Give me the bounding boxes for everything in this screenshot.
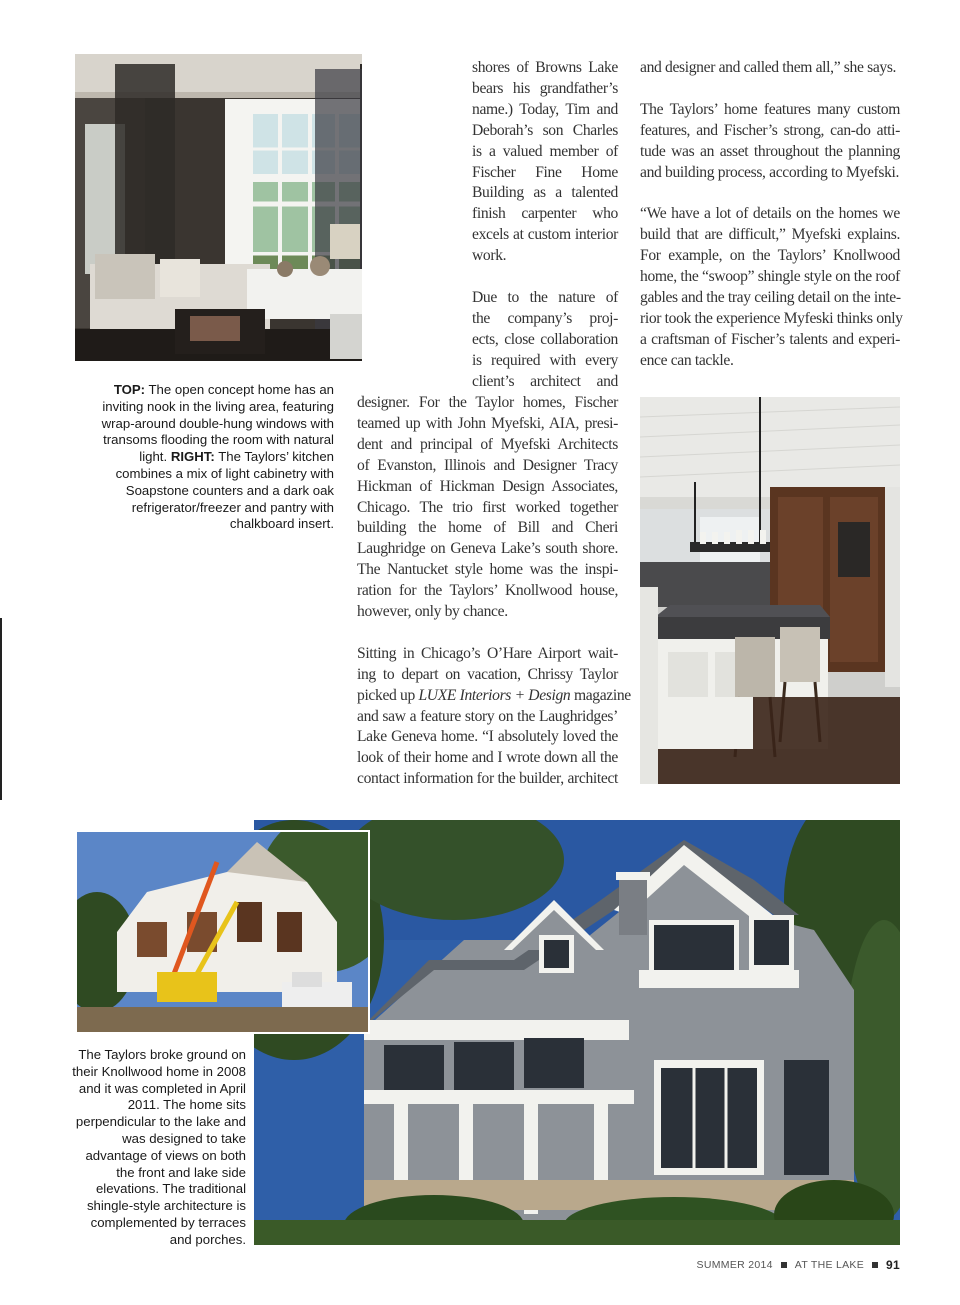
kitchen-photo — [640, 397, 900, 784]
footer-season: SUMMER 2014 — [696, 1259, 773, 1271]
text-fragment: magazine — [570, 686, 631, 704]
caption-text-right: The Taylors’ kitchen combines a mix of light cabinetry with Soapstone counters and a dark oak refrigerator/freezer and pantry with chalkboard insert. — [115, 449, 334, 532]
text-line: and designer and called them all,” she says. — [640, 59, 897, 76]
text-line: The Nantucket style home was the inspi- — [357, 561, 618, 579]
square-bullet-icon — [781, 1262, 787, 1268]
page-footer — [697, 1258, 900, 1272]
text-line: ing to depart on vacation, Chrissy Taylor — [357, 665, 618, 683]
text-line: Deborah’s son Charles — [472, 121, 618, 139]
text-line: teamed up with John Myefski, AIA, presi- — [357, 414, 618, 432]
exterior-photo-caption: The Taylors broke ground on their Knollwood home in 2008 and it was completed in April 2011. The home sits perpendicular to the lake and was designed to take advantage of views on both the front and lake side elevations. The traditional shingle-style architecture is complemented by terraces and porches. — [72, 1047, 246, 1247]
text-line: Hickman of Hickman Design Associates, — [357, 477, 618, 495]
text-line: designer. For the Taylor homes, Fischer — [357, 394, 618, 411]
text-line: finish carpenter who — [472, 205, 618, 223]
middle-column-wide — [357, 393, 631, 790]
caption-text-top: The open concept home has an inviting nook in the living area, featuring wrap-around double-hung windows with transoms flooding the room with natural light. — [101, 382, 334, 465]
text-line: look of their home and I wrote down all the — [357, 749, 618, 767]
text-line: Sitting in Chicago’s O’Hare Airport wait- — [357, 644, 618, 662]
text-line: build that are difficult,” Myefski explains. — [640, 226, 900, 244]
text-line: “We have a lot of details on the homes we — [640, 205, 900, 223]
text-line: bears his grandfather’s — [472, 79, 618, 97]
top-right-photo-caption — [80, 382, 334, 533]
construction-photo — [75, 830, 370, 1034]
paragraph-details-quote — [640, 204, 903, 371]
magazine-title: LUXE Interiors + Design — [418, 686, 571, 704]
text-line: For example, on the Taylors’ Knollwood — [640, 247, 900, 265]
text-line: the company’s proj- — [472, 309, 618, 327]
text-fragment: picked up — [357, 686, 419, 704]
text-line: ects, close collaboration — [472, 330, 618, 348]
text-line: Fischer Fine Home — [472, 163, 618, 181]
paragraph-collaboration — [472, 288, 618, 393]
text-line: dent and principal of Myefski Architects — [357, 435, 618, 453]
text-line: a craftsman of Fischer’s talents and experi- — [640, 330, 900, 348]
page-number: 91 — [886, 1258, 900, 1272]
text-line: and building process, according to Myefski. — [640, 163, 900, 181]
text-line: shores of Browns Lake — [472, 59, 618, 76]
caption-label-right: RIGHT: — [170, 449, 215, 465]
text-line: Laughridge on Geneva Lake’s south shore. — [357, 540, 618, 558]
text-line: Building as a talented — [472, 184, 618, 202]
text-line: Chicago. The trio first worked together — [357, 498, 618, 516]
paragraph-grandfather — [472, 58, 618, 267]
text-line: ration for the Taylors’ Knollwood house, — [357, 582, 618, 600]
text-line: building the home of Bill and Cheri — [357, 519, 618, 537]
square-bullet-icon — [872, 1262, 878, 1268]
text-line-magazine — [357, 686, 631, 707]
text-line: is required with every — [472, 351, 618, 369]
text-line: client’s architect and — [472, 372, 618, 390]
right-column — [640, 58, 903, 372]
text-line: The Taylors’ home features many custom — [640, 100, 900, 118]
text-line: contact information for the builder, architect — [357, 770, 618, 788]
paragraph-custom-features — [640, 100, 900, 184]
text-line: rior took the experience Myfeski thinks only — [640, 309, 903, 327]
paragraph-called-them-all — [640, 58, 900, 79]
text-line: Due to the nature of — [472, 288, 618, 306]
text-line: is a valued member of — [472, 142, 618, 160]
footer-magazine-name: AT THE LAKE — [794, 1259, 865, 1271]
middle-column-narrow — [472, 58, 618, 392]
text-line: features, and Fischer’s strong, can-do atti- — [640, 121, 900, 139]
text-line: excels at custom interior — [472, 226, 618, 244]
paragraph-ohare — [357, 644, 631, 790]
text-line: of Evanston, Illinois and Designer Tracy — [357, 456, 618, 474]
text-line: gables and the tray ceiling detail on the inte- — [640, 288, 901, 306]
paragraph-design-team — [357, 393, 618, 623]
text-line: tude was an asset throughout the planning — [640, 142, 900, 160]
text-line: however, only by chance. — [357, 603, 508, 621]
text-line: Lake Geneva home. “I absolutely loved the — [357, 728, 618, 746]
text-line: ence can tackle. — [640, 351, 734, 369]
text-line: work. — [472, 247, 507, 265]
caption-label-top: TOP: — [113, 382, 146, 397]
living-room-nook-photo — [75, 54, 362, 361]
text-line: and saw a feature story on the Laughridges’ — [357, 707, 618, 725]
page-edge-rule — [0, 618, 2, 800]
text-line: home, the “swoop” shingle style on the roof — [640, 268, 900, 286]
text-line: name.) Today, Tim and — [472, 100, 618, 118]
